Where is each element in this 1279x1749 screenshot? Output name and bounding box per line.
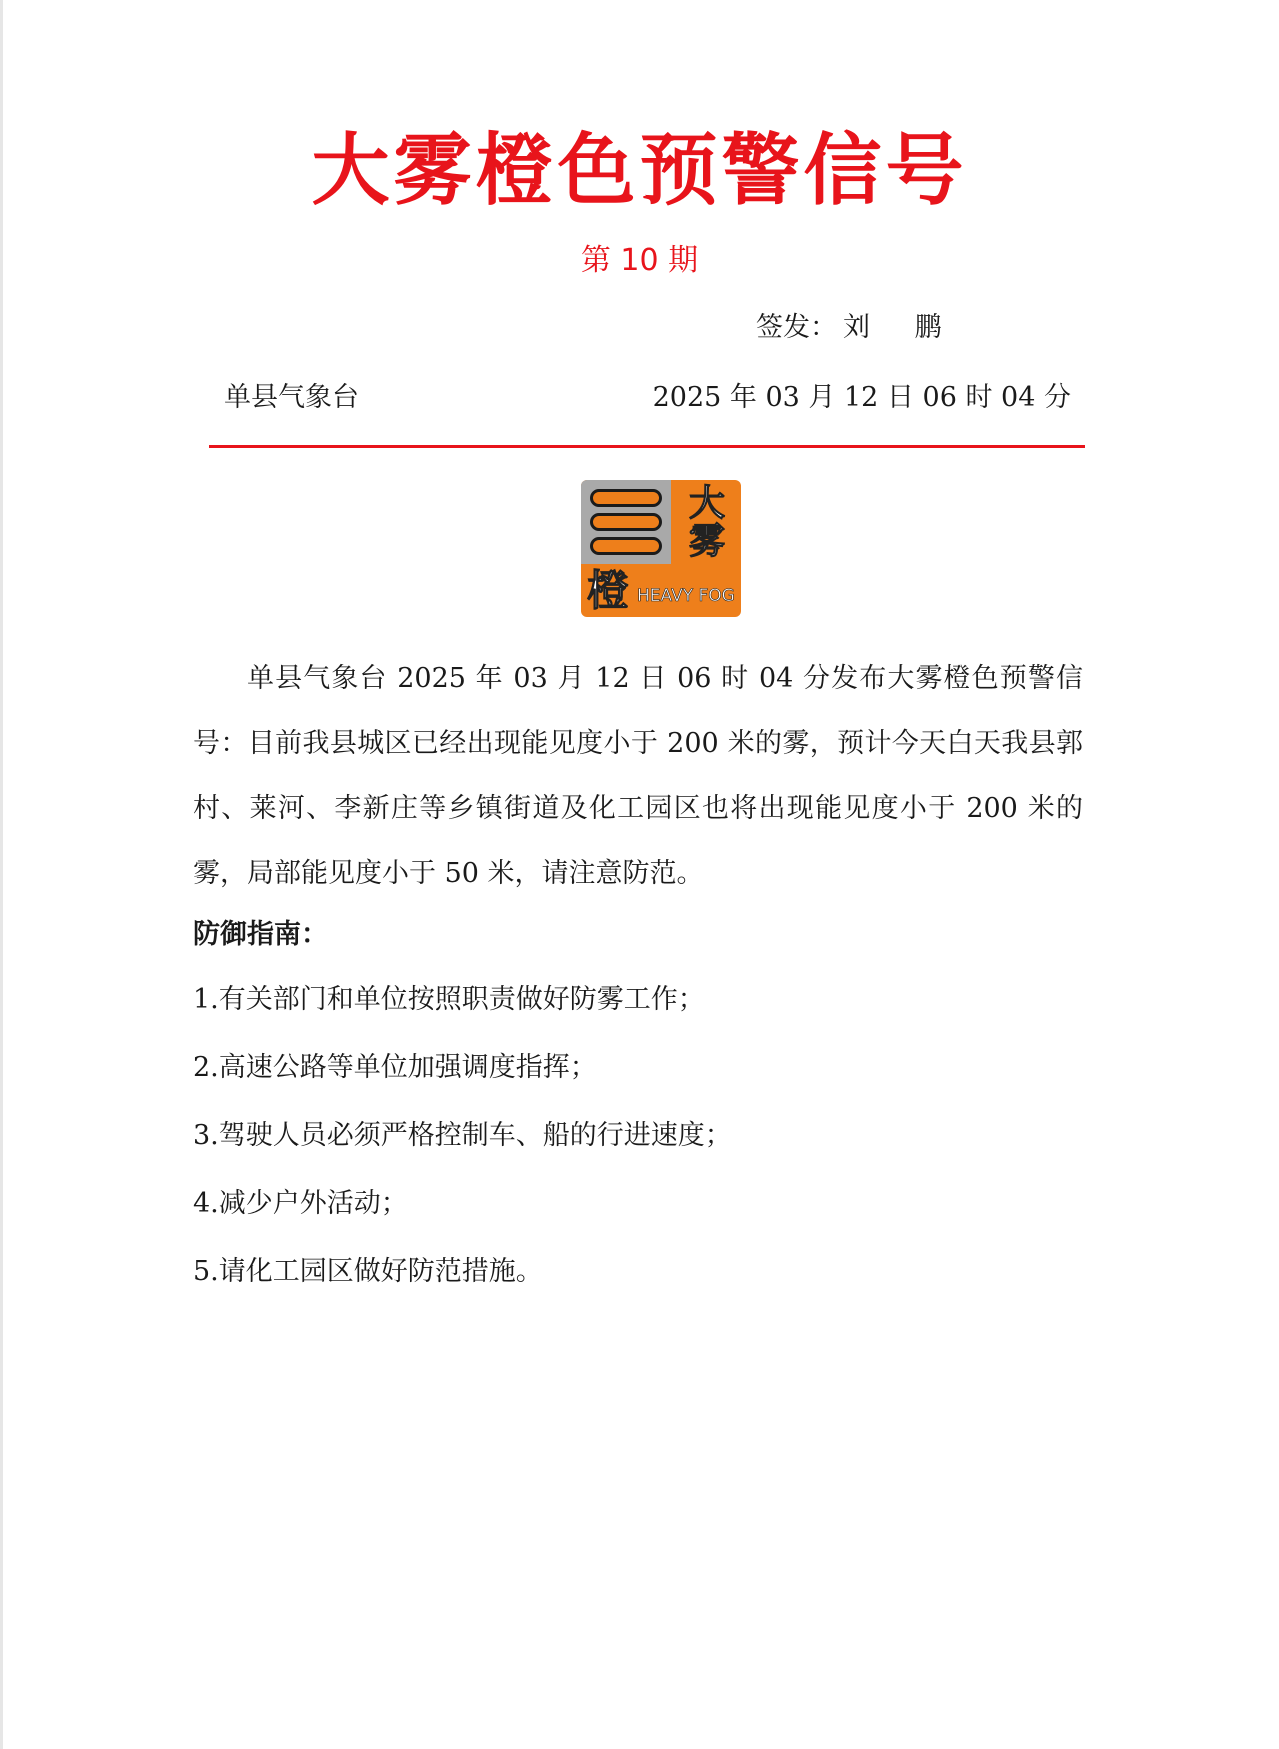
signal-char-top: 大 <box>688 483 725 524</box>
signal-char-bottom: 雾 <box>688 521 725 562</box>
signer-label: 签发： <box>756 312 837 343</box>
heavy-fog-orange-signal-icon <box>581 480 741 617</box>
issue-datetime: 2025 年 03 月 12 日 06 时 04 分 <box>652 382 1071 413</box>
signer-line <box>756 314 960 341</box>
signal-english-label: HEAVY FOG <box>637 586 735 606</box>
issuing-organization: 单县气象台 <box>224 382 359 413</box>
signer-name: 刘 鹏 <box>843 312 960 343</box>
red-divider <box>209 445 1085 448</box>
signal-bar <box>590 489 662 507</box>
signal-bar <box>590 513 662 531</box>
guide-item: 2.高速公路等单位加强调度指挥； <box>193 1052 597 1083</box>
guide-item: 3.驾驶人员必须严格控制车、船的行进速度； <box>193 1120 732 1151</box>
guide-item: 5.请化工园区做好防范措施。 <box>193 1256 543 1287</box>
warning-paragraph: 单县气象台 2025 年 03 月 12 日 06 时 04 分发布大雾橙色预警信号：目前我县城区已经出现能见度小于 200 米的雾，预计今天白天我县郭村、莱河、李新庄等乡镇街道及化工园区也将出现能见度小于 200 米的雾，局部能见度小于 50 米，请注意防范。 <box>193 663 1083 889</box>
issue-number: 第 10 期 <box>580 243 699 278</box>
signal-bar <box>590 537 662 555</box>
guide-item: 1.有关部门和单位按照职责做好防雾工作； <box>193 984 705 1015</box>
signal-level-char: 橙 <box>587 566 630 615</box>
guide-title: 防御指南： <box>193 919 328 950</box>
document-title: 大雾橙色预警信号 <box>311 126 968 216</box>
guide-item: 4.减少户外活动； <box>193 1188 408 1219</box>
guide-list <box>193 986 732 1326</box>
